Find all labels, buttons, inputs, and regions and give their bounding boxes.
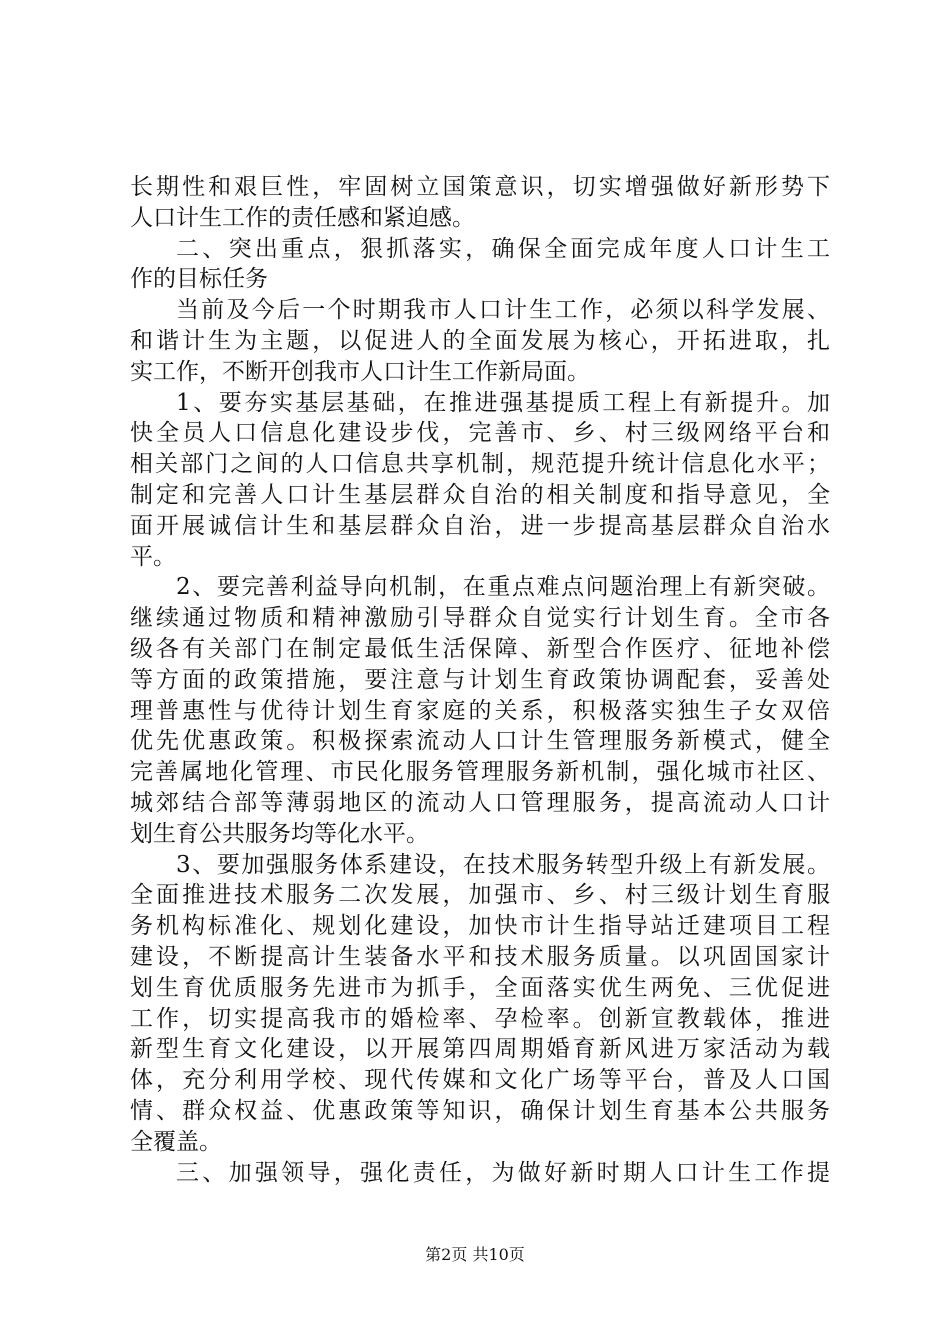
- section-heading: 三、加强领导，强化责任，为做好新时期人口计生工作提: [176, 1159, 830, 1186]
- text-line: 务机构标准化、规划化建设，加快市计生指导站迁建项目工程: [130, 913, 830, 940]
- text-line: 和谐计生为主题，以促进人的全面发展为核心，开拓进取，扎: [130, 327, 830, 354]
- text-line: 级各有关部门在制定最低生活保障、新型合作医疗、征地补偿: [130, 635, 830, 662]
- text-line: 1、要夯实基层基础，在推进强基提质工程上有新提升。加: [176, 389, 830, 416]
- text-line: 快全员人口信息化建设步伐，完善市、乡、村三级网络平台和: [130, 420, 830, 447]
- text-line: 全覆盖。: [130, 1128, 222, 1155]
- page-footer: [0, 1245, 950, 1265]
- text-line: 新型生育文化建设，以开展第四周期婚育新风进万家活动为载: [130, 1036, 830, 1063]
- body-text: [130, 172, 830, 1188]
- text-line: 3、要加强服务体系建设，在技术服务转型升级上有新发展。: [176, 851, 830, 878]
- text-line: 当前及今后一个时期我市人口计生工作，必须以科学发展、: [176, 297, 830, 324]
- text-line: 划生育公共服务均等化水平。: [130, 820, 429, 847]
- page-number-label: 第2页 共10页: [425, 1245, 525, 1264]
- text-line: 体，充分利用学校、现代传媒和文化广场等平台，普及人口国: [130, 1067, 830, 1094]
- text-line: 继续通过物质和精神激励引导群众自觉实行计划生育。全市各: [130, 605, 830, 632]
- text-line: 相关部门之间的人口信息共享机制，规范提升统计信息化水平；: [130, 451, 830, 478]
- text-line: 全面推进技术服务二次发展，加强市、乡、村三级计划生育服: [130, 882, 830, 909]
- text-line: 完善属地化管理、市民化服务管理服务新机制，强化城市社区、: [130, 759, 830, 786]
- section-heading: 二、突出重点，狠抓落实，确保全面完成年度人口计生工: [176, 235, 830, 262]
- section-heading: 作的目标任务: [130, 266, 268, 293]
- text-line: 优先优惠政策。积极探索流动人口计生管理服务新模式，健全: [130, 728, 830, 755]
- text-line: 长期性和艰巨性，牢固树立国策意识，切实增强做好新形势下: [130, 174, 830, 200]
- text-line: 情、群众权益、优惠政策等知识，确保计划生育基本公共服务: [130, 1097, 830, 1124]
- text-line: 平。: [130, 543, 176, 570]
- text-line: 人口计生工作的责任感和紧迫感。: [130, 204, 475, 231]
- text-line: 理普惠性与优待计划生育家庭的关系，积极落实独生子女双倍: [130, 697, 830, 724]
- text-line: 制定和完善人口计生基层群众自治的相关制度和指导意见，全: [130, 481, 830, 508]
- text-line: 等方面的政策措施，要注意与计划生育政策协调配套，妥善处: [130, 666, 830, 693]
- text-line: 划生育优质服务先进市为抓手，全面落实优生两免、三优促进: [130, 974, 830, 1001]
- text-line: 面开展诚信计生和基层群众自治，进一步提高基层群众自治水: [130, 512, 830, 539]
- text-line: 2、要完善利益导向机制，在重点难点问题治理上有新突破。: [176, 574, 830, 601]
- text-line: 城郊结合部等薄弱地区的流动人口管理服务，提高流动人口计: [130, 789, 830, 816]
- text-line: 建设，不断提高计生装备水平和技术服务质量。以巩固国家计: [130, 943, 830, 970]
- text-line: 实工作，不断开创我市人口计生工作新局面。: [130, 358, 590, 385]
- text-line: 工作，切实提高我市的婚检率、孕检率。创新宣教载体，推进: [130, 1005, 830, 1032]
